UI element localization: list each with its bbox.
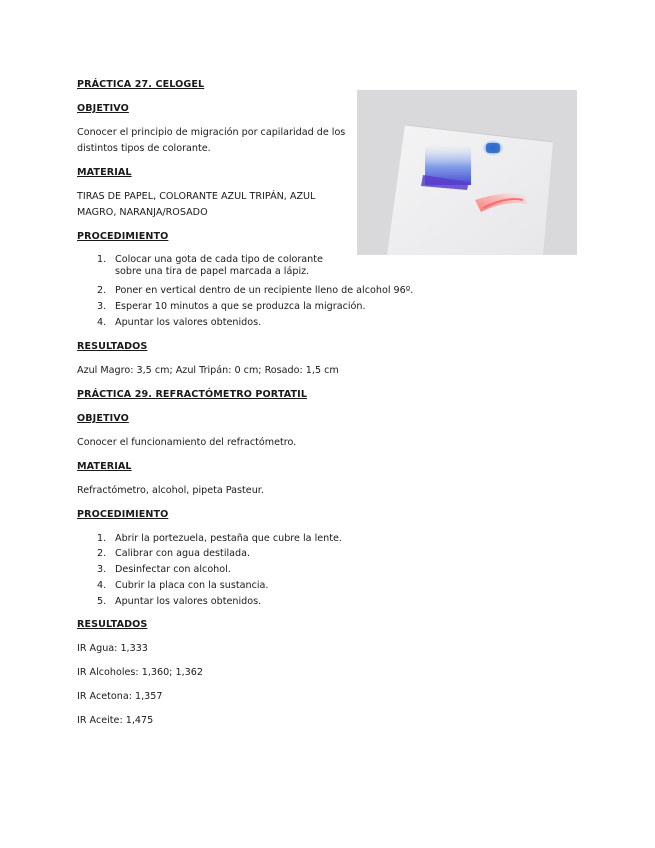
step-number: 2. xyxy=(97,285,107,296)
step-text: Apuntar los valores obtenidos. xyxy=(115,317,262,328)
p27-resultados-text: Azul Magro: 3,5 cm; Azul Tripán: 0 cm; Rosado: 1,5 cm xyxy=(77,365,339,376)
p27-step-1 xyxy=(97,254,323,277)
p27-step-2 xyxy=(97,285,413,297)
p27-material-line1: TIRAS DE PAPEL, COLORANTE AZUL TRIPÁN, AZUL xyxy=(77,191,316,202)
p27-objetivo-heading: OBJETIVO xyxy=(77,103,129,114)
step-text: Colocar una gota de cada tipo de colorante xyxy=(115,254,323,265)
p29-step-2 xyxy=(97,548,250,560)
p29-result-agua: IR Agua: 1,333 xyxy=(77,643,148,654)
p29-procedimiento-heading: PROCEDIMIENTO xyxy=(77,509,169,520)
step-number: 1. xyxy=(97,254,107,265)
p27-objetivo-line1: Conocer el principio de migración por capilaridad de los xyxy=(77,127,346,138)
step-number: 4. xyxy=(97,317,107,328)
p29-step-3 xyxy=(97,564,231,576)
step-number: 5. xyxy=(97,596,107,607)
p27-step-3 xyxy=(97,301,366,313)
p27-objetivo-line2: distintos tipos de colorante. xyxy=(77,143,211,154)
chromatography-paper-photo-icon xyxy=(357,90,577,255)
p29-objetivo-text: Conocer el funcionamiento del refractómetro. xyxy=(77,437,297,448)
p29-material-text: Refractómetro, alcohol, pipeta Pasteur. xyxy=(77,485,264,496)
step-text: Esperar 10 minutos a que se produzca la migración. xyxy=(115,301,366,312)
chromatography-photo xyxy=(357,90,577,255)
p29-step-4 xyxy=(97,580,268,592)
step-number: 1. xyxy=(97,533,107,544)
p27-material-heading: MATERIAL xyxy=(77,167,132,178)
p29-objetivo-heading: OBJETIVO xyxy=(77,413,129,424)
step-number: 2. xyxy=(97,548,107,559)
p27-procedimiento-heading: PROCEDIMIENTO xyxy=(77,231,169,242)
p27-resultados-heading: RESULTADOS xyxy=(77,341,148,352)
step-text: Calibrar con agua destilada. xyxy=(115,548,251,559)
step-text: Cubrir la placa con la sustancia. xyxy=(115,580,269,591)
p29-material-heading: MATERIAL xyxy=(77,461,132,472)
p29-result-aceite: IR Aceite: 1,475 xyxy=(77,715,154,726)
p29-title: PRÁCTICA 29. REFRACTÓMETRO PORTATIL xyxy=(77,389,308,400)
p27-title: PRÁCTICA 27. CELOGEL xyxy=(77,79,205,90)
step-text: Abrir la portezuela, pestaña que cubre la lente. xyxy=(115,533,342,544)
p29-step-5 xyxy=(97,596,261,608)
step-number: 3. xyxy=(97,564,107,575)
step-number: 4. xyxy=(97,580,107,591)
p29-result-acetona: IR Acetona: 1,357 xyxy=(77,691,163,702)
step-text: Poner en vertical dentro de un recipiente lleno de alcohol 96º. xyxy=(115,285,414,296)
p29-result-alcoholes: IR Alcoholes: 1,360; 1,362 xyxy=(77,667,203,678)
p29-step-1 xyxy=(97,533,342,545)
step-text: Apuntar los valores obtenidos. xyxy=(115,596,262,607)
p27-material-line2: MAGRO, NARANJA/ROSADO xyxy=(77,207,208,218)
step-text-continued: sobre una tira de papel marcada a lápiz. xyxy=(115,266,310,277)
step-text: Desinfectar con alcohol. xyxy=(115,564,231,575)
p27-step-4 xyxy=(97,317,261,329)
p29-resultados-heading: RESULTADOS xyxy=(77,619,148,630)
step-number: 3. xyxy=(97,301,107,312)
